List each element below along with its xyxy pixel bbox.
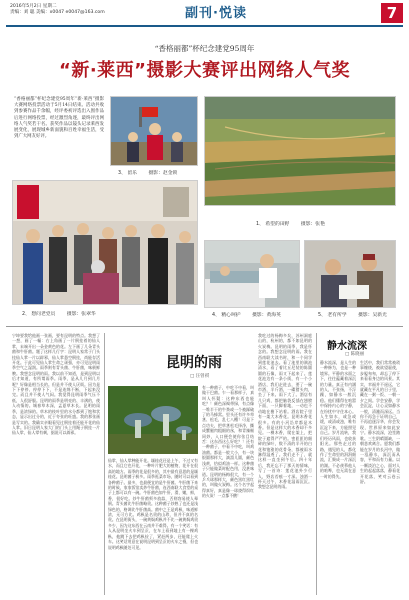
photo-1 xyxy=(204,96,396,206)
essay-column-2: 仙掌，仙人掌种能开花。缅桂花还是上午，不过又有水，而且它也开花，一种叶片肥大的植物，花开在很高的地方。雨季的花是很多的，其中最有意思的是缅桂花。昆明菌子极多。雨季逛菜市场，随时可以看到各种菌子。最多，也最便宜的是牛肝菌。牛肝菌下来的时候，家家饭馆卖炒牛肝菌，连西南联大食堂的桌子上都可以有一碗。牛肝菌色如牛肝，滑，嫩，鲜，香，很好吃。炒牛肝菌须多放蒜，否则容易使人晕倒。青头菌比牛肝菌略贵。这种菌子炒熟了也还是浅绿色的，格调比牛肝菌高。菌中之王是鸡枞，味道鲜浓，无可方比。鸡枞是名贵的山珍，但并不真的名贵。在昆明街头，一碗黄焖鸡枞并不比一碗黄焖鸡贵多少，因为这东西在云南并不难得。有一个笑话：有人从昆明坐火车到呈贡，在车上看到地上有一棵鸡枞，他跳下去把鸡枞捡了，紧赶两步，还能爬上火车。这笑话用意在说明昆明到呈贡的火车之慢，但也说明鸡枞随处可见。 xyxy=(108,458,198,550)
photo-1-author: 摄影：张艳 xyxy=(300,222,325,227)
photo-3-author: 摄影：赵金锁 xyxy=(148,171,178,176)
photo-3-image xyxy=(111,97,198,166)
poem-column-1: 静水流深，是人生的一种修为，也是一种境界。平静的水面之下，往往蕴藏着深沉的力量。真正有内涵的人，不张扬，不浮躁，如静水一般沉稳。他们懂得在喧嚣中保持内心的宁静，在纷扰中守住本心。人生如水，或急或缓，或清或浊，唯有沉淀下来，方能照见自己。岁月流转，我们经历风雨，也收获阳光。那些走过的路，遇见的人，都化作了生命里的涓涓细流，汇聚成一片深沉的湖。不必羡慕他人的喧哗，也无需在意一时的得失。 xyxy=(320,360,356,479)
page-number: 7 xyxy=(381,3,403,23)
photo-4 xyxy=(204,240,300,308)
photo-2-caption xyxy=(22,310,96,317)
photo-3-caption-text: 3、 留乐 xyxy=(118,171,137,176)
essay-column-3: 有一种菌子，中吃不中看，叫做干巴菌。乍一看那样子，真叫人怀疑：这种东西也能吃？！颜色深褐带绿，有点像一堆半干的牛粪或一个被踩破了的马蜂窝。里头还有许多草茎、松毛，乱七八糟！可是下点功夫，把草茎松毛择净，撕成蟹腿肉粗细的丝，和青辣椒同炒，入口便会使你张目结舌：这东西这么好吃？！还有一种菌子，中看不中吃，叫鸡油菌。都是一般大小，有一块银圆那样大，滴溜儿圆，颜色浅黄，恰似鸡油一样。这种菌子只能做菜时配色用，没甚味道。昆明的杨梅很大，有一个乒乓球那样大，颜色黑红黑红的，叫做火炭梅。这个名字起得真好，真是像一球烧得炽红的火炭！一点都不酸！ xyxy=(202,385,254,499)
essay-title: 昆明的雨 xyxy=(166,355,222,371)
masthead-meta xyxy=(10,4,130,16)
photo-2-caption-text: 2、 想问老党员 xyxy=(22,312,56,317)
photo-3-caption xyxy=(118,169,177,176)
feature-headline: “新·莱西”摄影大赛评出网络人气奖 xyxy=(59,60,350,81)
photo-2 xyxy=(12,180,198,305)
poem-author: □ 陈晓丽 xyxy=(345,352,365,357)
essay-author: □ 汪曾祺 xyxy=(190,374,210,379)
photo-4-image xyxy=(205,241,300,308)
essay-column-1: 宁坤要我给他画一张画，要有昆明的特点。我想了一想，画了一幅：右上角画了一片倒挂着的仙人掌，末端开出一朵金黄色的花。左下画了几朵青头菌和牛肝菌。题了这样几行字：昆明人家常于门头挂仙人掌一片以辟邪，仙人掌悬空倒挂，尚能存活开花。于此可见仙人掌生命之顽强，亦可见昆明雨季空气之湿润。雨季则有青头菌、牛肝菌，味极鲜腴。我想念昆明的雨。我以前不知道，是到昆明以后才知道，有所谓雨季。雨季，是从几月到几月呢？好像是相当长的。但是并不使人厌烦。因为是下下停停、停停下下，不是连绵不断，下起来没完。而且并不使人气闷。我觉得昆明雨季气压不低，人很舒服。昆明的雨季是明亮的、丰满的，使人动情的。城春草木深，孟夏草木长。昆明的雨季，是浓绿的。草木的枝叶里的水分都到了饱和状态，显示出过分的，近于夸张的旺盛。我的那张画是写实的。我确实亲眼看见过倒挂着还能开花的仙人掌。旧日昆明人家大门的门头上用绳子倒挂一片仙人掌，仙人掌有刺，据说可以辟邪。 xyxy=(12,333,100,436)
mushroom-photo xyxy=(108,386,198,454)
photo-1-image xyxy=(205,97,396,206)
column-rule-1 xyxy=(104,333,105,595)
masthead-rule xyxy=(6,25,403,27)
date-line: 2016年5月2日 星期二 xyxy=(10,4,57,9)
section-divider xyxy=(6,326,403,327)
photo-5-image xyxy=(305,241,396,308)
poem-title: 静水流深 xyxy=(327,341,367,352)
photo-4-caption xyxy=(212,311,281,318)
photo-2-author: 摄影：张翠华 xyxy=(66,312,96,317)
photo-1-caption xyxy=(256,220,325,227)
essay-column-4: 我吃过的杨梅多矣，苏州洞庭山的，杭州的，都不如昆明的火炭梅。昆明的雨季，我是怀念的。我想念昆明的雨。我在西南联大读书时，和一个同学到莲花池去。看了池里的满池清水，看了着比丘尼装的陈圆圆的石像，雨又下起来了。莲花池边有一条小街，有一个小酒店，我们走进去，要了一碗市酒，半斤酒，一碟猪头肉，坐了下来。雨下大了。酒店有几只鸡，都把脑袋反插在翅膀下面，一只脚着地，一动也不动地在檐下站着。酒店院子里有一架大木香花。昆明木香花很多。有的小河沿岸都是木香。但是这样大的木香却不多见。一棵木香，爬在架上，把院子遮得严严的。密匝匝的细碎的绿叶，数不清的半开的白花和饱涨的花骨朵，都被雨水淋得湿透了。我们走不了，就这样一直坐到午后。四十年后，我还忘不了那天的情味，写了一首诗：莲花池外少行人，野店苔痕一寸深。浊酒一杯天过午，木香花湿雨沉沉。我想念昆明的雨。 xyxy=(258,333,312,490)
photo-5-caption xyxy=(318,311,387,318)
editor-line: 责编：刘 聪 美编：x0047 e0047@163.com xyxy=(10,10,105,15)
column-rule-2 xyxy=(316,333,317,595)
photo-5-author: 摄影：吴新光 xyxy=(358,313,387,318)
poem-column-2: 生活中，我们常常被琐事缠绕，被欲望驱使，步履匆匆，却忘了停下来看看身边的风景。其实，幸福并不遥远，它就藏在平凡的日子里，藏在一粥一饭、一朝一夕之间。学会安静，学会沉淀，让心灵如静水一般，清澈而深远。当你不再急于证明自己，不再追逐浮华，你会发现，世界原来如此安宁。静水流深，沧笙踏歌。三生阴晴圆缺，一朝悲欢离合。愿我们都能在岁月的长河中，做一泓静水，深沉而从容，平和而有力量。以一颗淡泊之心，面对人生的起起落落，静看花开花落，笑对云卷云舒。 xyxy=(360,360,400,484)
photo-3 xyxy=(110,96,198,166)
feature-intro: “香格丽都”杯纪念建党95周年“新·莱西”摄影大赛网络投票活动于5月14日结束。活动共收到参赛作品千余幅，经评委初评选出入围作品后进行网络投票，经过激烈角逐，最终评出网络人气奖若干名。获奖作品以镜头记录莱西发展变化，展现城乡新面貌和百姓幸福生活，受到广大网友好评。 xyxy=(14,97,104,140)
section-title: 副刊·悦读 xyxy=(185,6,247,21)
photo-1-caption-text: 1、 希望的田野 xyxy=(256,222,290,227)
photo-5 xyxy=(304,240,396,308)
photo-2-image xyxy=(13,181,198,305)
photo-4-caption-text: 4、 精心呵护 xyxy=(212,313,241,318)
feature-kicker: “香格丽都”杯纪念建党95周年 xyxy=(154,44,255,53)
photo-4-author: 摄影：黄海英 xyxy=(252,313,281,318)
mushroom-image xyxy=(108,386,198,454)
photo-5-caption-text: 5、 老有所学 xyxy=(318,313,347,318)
